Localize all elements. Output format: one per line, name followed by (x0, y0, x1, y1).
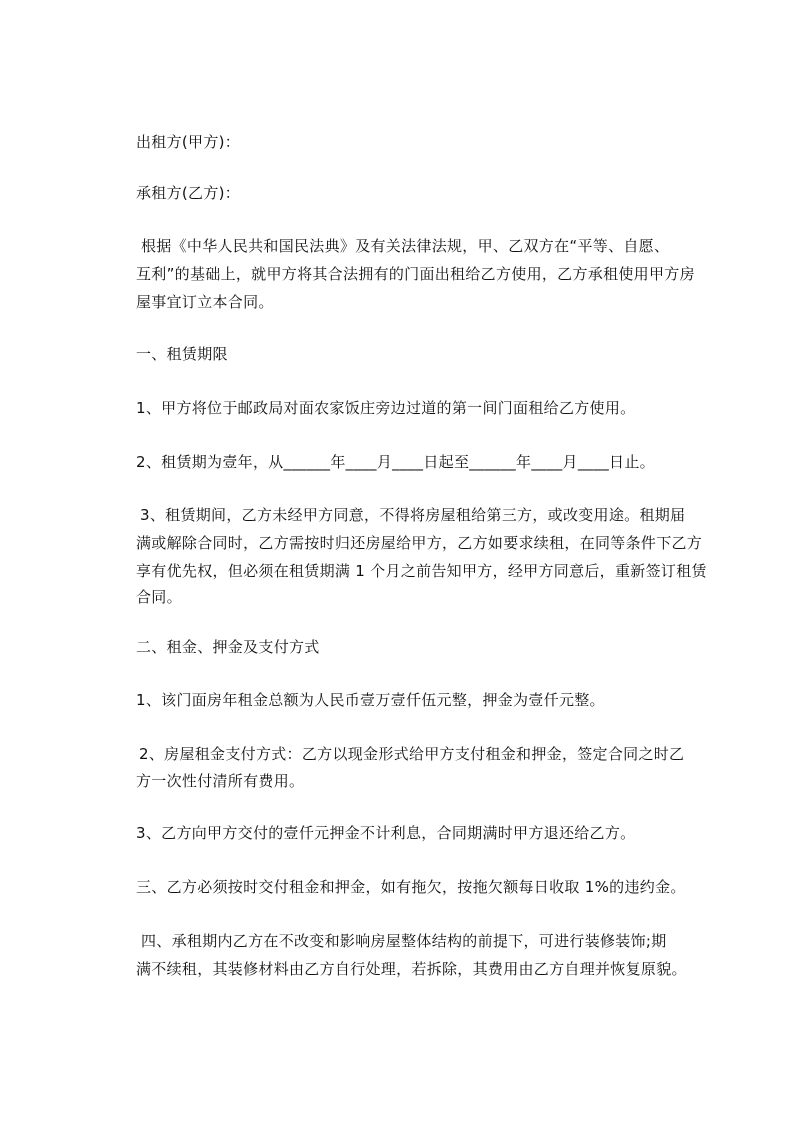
section-2-item-2-line-1: 2、房屋租金支付方式：乙方以现金形式给甲方支付租金和押金，签定合同之时乙 (139, 745, 685, 763)
section-1-title: 一、租赁期限 (136, 345, 228, 363)
section-2-item-3: 3、乙方向甲方交付的壹仟元押金不计利息，合同期满时甲方退还给乙方。 (136, 824, 636, 842)
preamble-line-3: 屋事宜订立本合同。 (136, 293, 274, 311)
section-1-item-1: 1、甲方将位于邮政局对面农家饭庄旁边过道的第一间门面租给乙方使用。 (136, 399, 636, 417)
preamble-line-1: 根据《中华人民共和国民法典》及有关法律法规，甲、乙双方在“平等、自愿、 (141, 237, 670, 255)
lessor-label: 出租方(甲方)： (136, 133, 241, 151)
section-1-item-3-line-1: 3、租赁期间，乙方未经甲方同意，不得将房屋租给第三方，或改变用途。租期届 (140, 506, 686, 524)
section-1-item-3-line-3: 享有优先权，但必须在租赁期满 1 个月之前告知甲方，经甲方同意后，重新签订租赁 (136, 562, 707, 580)
section-3-text: 三、乙方必须按时交付租金和押金，如有拖欠，按拖欠额每日收取 1%的违约金。 (136, 878, 686, 896)
section-4-line-2: 满不续租，其装修材料由乙方自行处理，若拆除，其费用由乙方自理并恢复原貌。 (136, 960, 687, 978)
section-1-item-3-line-4: 合同。 (136, 588, 182, 606)
lessee-label: 承租方(乙方)： (136, 184, 241, 202)
section-4-line-1: 四、承租期内乙方在不改变和影响房屋整体结构的前提下，可进行装修装饰;期 (141, 932, 667, 950)
section-2-item-1: 1、该门面房年租金总额为人民币壹万壹仟伍元整，押金为壹仟元整。 (136, 691, 605, 709)
section-2-item-2-line-2: 方一次性付清所有费用。 (136, 772, 305, 790)
section-1-item-2: 2、租赁期为壹年，从______年____月____日起至______年____月____日止。 (136, 453, 655, 471)
section-1-item-3-line-2: 满或解除合同时，乙方需按时归还房屋给甲方，乙方如要求续租，在同等条件下乙方 (136, 534, 703, 552)
preamble-line-2: 互利”的基础上，就甲方将其合法拥有的门面出租给乙方使用，乙方承租使用甲方房 (136, 265, 695, 283)
section-2-title: 二、租金、押金及支付方式 (136, 638, 320, 656)
